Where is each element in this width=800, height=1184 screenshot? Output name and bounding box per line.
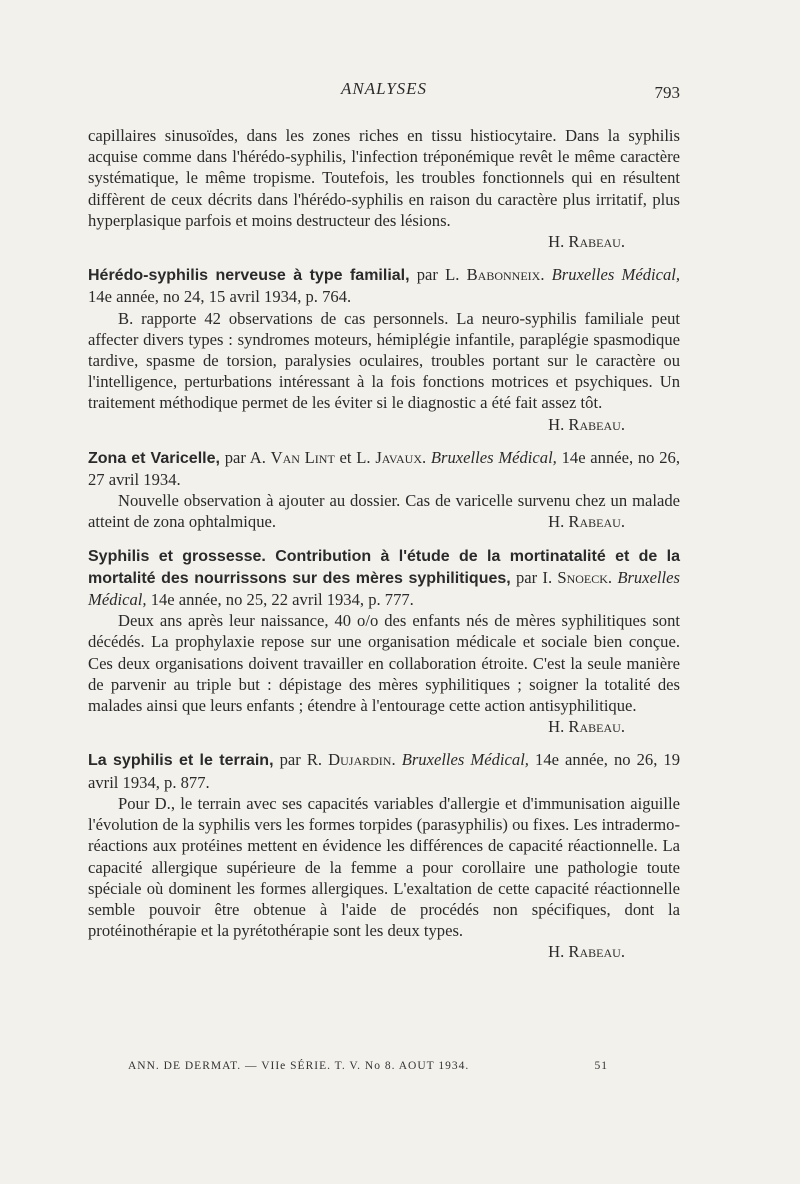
article-body: Nouvelle observation à ajouter au dossier. Cas de varicelle survenu chez un malade atteint de zona ophtalmique. H. Rabeau.	[88, 491, 680, 532]
article-heading: Syphilis et grossesse. Contribution à l'étude de la mortinatalité et de la mortalité des nourrissons sur des mères syphilitiques, par I. Snoeck. Bruxelles Médical, 14e année, no 25, 22 avril 1934, p. 777.	[88, 547, 680, 610]
article-title: Zona et Varicelle,	[88, 449, 220, 467]
page-header	[88, 79, 680, 109]
article-citation: 14e année, no 25, 22 avril 1934, p. 777.	[150, 590, 414, 610]
article-heading: Hérédo-syphilis nerveuse à type familial, par L. Babonneix. Bruxelles Médical, 14e année, no 24, 15 avril 1934, p. 764.	[88, 265, 681, 307]
article-heading: La syphilis et le terrain, par R. Dujardin. Bruxelles Médical, 14e année, no 26, 19 avril 1934, p. 877.	[88, 750, 681, 792]
article-body: B. rapporte 42 observations de cas personnels. La neuro-syphilis familiale peut affecter divers types : syndromes moteurs, hémiplégie infantile, paraplégie spasmodique tardive, spasme de torsion, paralysies oculaires, troubles portant sur le caractère ou l'intelligence, perturbations intéressant à la fois fonctions motrices et psychiques. Un traitement méthodique permet de les éviter si le diagnostic a été fait assez tôt.	[88, 308, 680, 413]
article-heading: Zona et Varicelle, par A. Van Lint et L. Javaux. Bruxelles Médical, 14e année, no 26, 27 avril 1934.	[88, 447, 680, 490]
signature: H. Rabeau.	[548, 942, 625, 962]
page-number: 793	[654, 83, 680, 102]
article-title: Hérédo-syphilis nerveuse à type familial,	[88, 267, 410, 285]
article-journal: Bruxelles Médical,	[430, 447, 557, 467]
article-citation: 14e année, no 26, 27 avril 1934.	[88, 447, 680, 490]
footer-page-number: 51	[594, 1060, 608, 1072]
article-entry	[88, 264, 680, 435]
page-body	[88, 125, 680, 963]
intro-paragraph: capillaires sinusoïdes, dans les zones riches en tissu histiocytaire. Dans la syphilis acquise comme dans l'hérédo-syphilis, l'infection tréponémique revêt le même caractère systématique, le même tropisme. Toutefois, les troubles fonctionnels qui en résultent diffèrent de ceux décrits dans l'hérédo-syphilis en raison du caractère plus irritatif, plus hyperplasique parfois et moins destructeur des lésions.	[88, 126, 680, 230]
article-entry	[88, 545, 680, 738]
signature: H. Rabeau.	[548, 512, 625, 532]
page-footer	[128, 1060, 608, 1072]
article-citation: 14e année, no 24, 15 avril 1934, p. 764.	[88, 287, 352, 307]
signature: H. Rabeau.	[548, 717, 625, 737]
article-author: Snoeck.	[557, 567, 613, 587]
article-journal: Bruxelles Médical,	[88, 567, 680, 610]
article-entry	[88, 447, 680, 533]
article-author: Javaux.	[375, 447, 427, 467]
article-body: Pour D., le terrain avec ses capacités variables d'allergie et d'immunisation aiguille l'évolution de la syphilis vers les formes torpides (parasyphilis) ou fixes. Les intradermo-réactions aux protéines mettent en évidence les différences de capacité réactionnelle. La capacité allergique supérieure de la femme a pour corollaire une pathologie toute spéciale où dominent les formes allergiques. L'exaltation de cette capacité réactionnelle semble pouvoir être obtenue à l'aide de procédés non spécifiques, dont la protéinothérapie et la pyrétothérapie sont les deux types.	[88, 793, 680, 941]
signature: H. Rabeau.	[548, 232, 625, 252]
article-body: Deux ans après leur naissance, 40 o/o des enfants nés de mères syphilitiques sont décédés. La prophylaxie repose sur une organisation médicale et sociale bien conçue. Ces deux organisations doivent travailler en collaboration étroite. C'est la seule manière de parvenir au triple but : dépistage des mères syphilitiques ; soigner la totalité des malades ainsi que leurs enfants ; étendre à l'entourage cette action antisyphilitique.	[88, 611, 680, 716]
article-journal: Bruxelles Médical,	[401, 750, 529, 770]
article-title: Syphilis et grossesse. Contribution à l'étude de la mortinatalité et de la mortalité des nourrissons sur des mères syphilitiques,	[88, 547, 680, 587]
signature: H. Rabeau.	[548, 414, 625, 434]
article-author: Dujardin.	[328, 750, 396, 770]
article-author: Van Lint	[270, 447, 335, 467]
running-title: ANALYSES	[340, 79, 428, 98]
journal-reference: ANN. DE DERMAT. — VIIe SÉRIE. T. V. No 8. AOUT 1934.	[128, 1060, 470, 1072]
article-journal: Bruxelles Médical,	[551, 265, 681, 285]
article-citation: 14e année, no 26, 19 avril 1934, p. 877.	[88, 750, 681, 792]
article-entry	[88, 749, 680, 962]
article-title: La syphilis et le terrain,	[88, 752, 274, 770]
article-author: Babonneix.	[466, 265, 545, 285]
